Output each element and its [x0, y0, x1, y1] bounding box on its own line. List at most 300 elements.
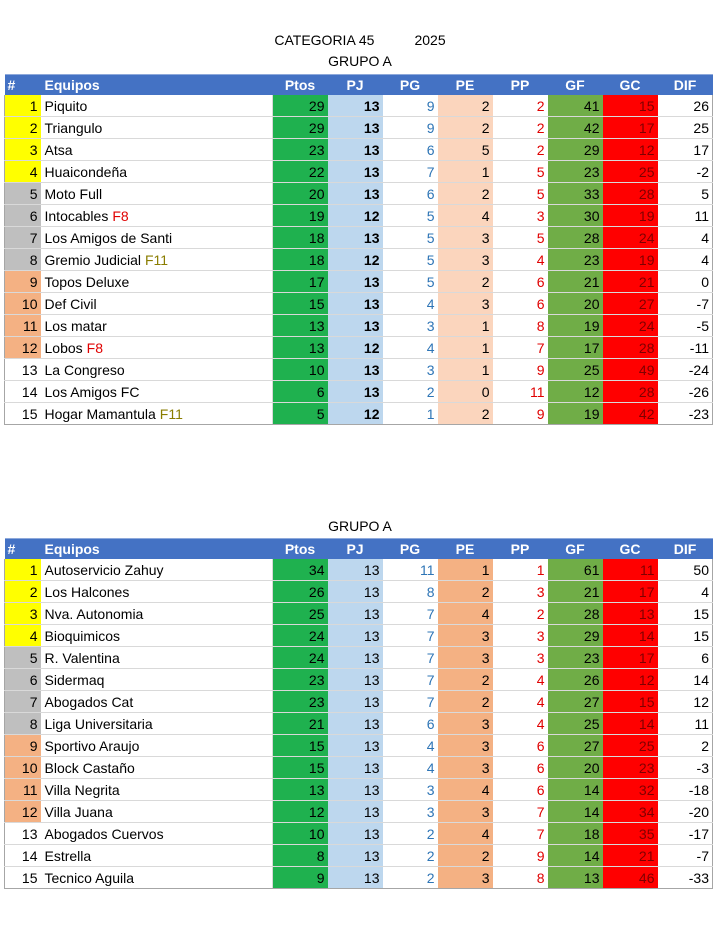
team-name: Lobos — [44, 339, 83, 356]
ptos-cell: 10 — [273, 823, 328, 845]
fixture-tag: F8 — [112, 207, 129, 224]
fixture-tag: F11 — [144, 251, 169, 268]
pj-cell: 13 — [328, 823, 383, 845]
dif-cell: 12 — [658, 691, 713, 713]
team-cell — [41, 735, 273, 757]
pj-cell: 13 — [328, 359, 383, 381]
pg-cell: 5 — [383, 271, 438, 293]
dif-cell: 6 — [658, 647, 713, 669]
pg-cell: 7 — [383, 669, 438, 691]
pj-cell: 13 — [328, 559, 383, 581]
ptos-cell: 18 — [273, 227, 328, 249]
dif-cell: -33 — [658, 867, 713, 889]
gf-cell: 12 — [548, 381, 603, 403]
table-header-row — [5, 75, 713, 96]
pj-cell: 13 — [328, 691, 383, 713]
team-cell — [41, 381, 273, 403]
gf-cell: 29 — [548, 139, 603, 161]
pg-cell: 5 — [383, 249, 438, 271]
col-pe: PE — [438, 539, 493, 560]
team-name: Huaicondeña — [44, 163, 128, 180]
gc-cell: 24 — [603, 315, 658, 337]
dif-cell: -7 — [658, 845, 713, 867]
team-name: Topos Deluxe — [44, 273, 130, 290]
pe-cell: 5 — [438, 139, 493, 161]
pe-cell: 3 — [438, 647, 493, 669]
table-row — [5, 559, 713, 581]
position-cell: 8 — [5, 713, 41, 735]
pj-cell: 12 — [328, 249, 383, 271]
dif-cell: 0 — [658, 271, 713, 293]
pj-cell: 13 — [328, 293, 383, 315]
pj-cell: 13 — [328, 161, 383, 183]
pe-cell: 2 — [438, 581, 493, 603]
pg-cell: 6 — [383, 139, 438, 161]
pp-cell: 9 — [493, 403, 548, 425]
team-cell — [41, 625, 273, 647]
team-name: Moto Full — [44, 185, 103, 202]
table-body-1 — [5, 95, 713, 425]
dif-cell: -18 — [658, 779, 713, 801]
col-pg: PG — [383, 75, 438, 96]
ptos-cell: 13 — [273, 779, 328, 801]
gc-cell: 28 — [603, 381, 658, 403]
pj-cell: 12 — [328, 205, 383, 227]
pg-cell: 6 — [383, 713, 438, 735]
team-name: La Congreso — [44, 361, 125, 378]
gf-cell: 25 — [548, 359, 603, 381]
ptos-cell: 26 — [273, 581, 328, 603]
gf-cell: 23 — [548, 647, 603, 669]
position-cell: 5 — [5, 183, 41, 205]
table-row — [5, 801, 713, 823]
col-pj: PJ — [328, 539, 383, 560]
dif-cell: -7 — [658, 293, 713, 315]
pj-cell: 13 — [328, 117, 383, 139]
dif-cell: 25 — [658, 117, 713, 139]
pe-cell: 4 — [438, 823, 493, 845]
ptos-cell: 24 — [273, 625, 328, 647]
pp-cell: 7 — [493, 801, 548, 823]
team-name: Sportivo Araujo — [44, 737, 140, 754]
team-cell — [41, 315, 273, 337]
pe-cell: 3 — [438, 713, 493, 735]
team-name: Autoservicio Zahuy — [44, 561, 164, 578]
col-gc: GC — [603, 539, 658, 560]
pg-cell: 2 — [383, 845, 438, 867]
pj-cell: 13 — [328, 801, 383, 823]
gf-cell: 42 — [548, 117, 603, 139]
position-cell: 15 — [5, 403, 41, 425]
pg-cell: 4 — [383, 293, 438, 315]
dif-cell: 4 — [658, 249, 713, 271]
pj-cell: 13 — [328, 271, 383, 293]
ptos-cell: 34 — [273, 559, 328, 581]
team-name: Liga Universitaria — [44, 715, 153, 732]
pp-cell: 9 — [493, 845, 548, 867]
table-row — [5, 713, 713, 735]
gf-cell: 27 — [548, 691, 603, 713]
pg-cell: 7 — [383, 625, 438, 647]
pj-cell: 13 — [328, 867, 383, 889]
position-cell: 15 — [5, 867, 41, 889]
col-ptos: Ptos — [273, 539, 328, 560]
team-cell — [41, 691, 273, 713]
col-gc: GC — [603, 75, 658, 96]
team-cell — [41, 161, 273, 183]
standings-table-1 — [4, 74, 713, 425]
ptos-cell: 21 — [273, 713, 328, 735]
table-row — [5, 581, 713, 603]
team-cell — [41, 271, 273, 293]
gc-cell: 21 — [603, 271, 658, 293]
pp-cell: 8 — [493, 315, 548, 337]
gc-cell: 28 — [603, 183, 658, 205]
team-name: Gremio Judicial — [44, 251, 141, 268]
pe-cell: 1 — [438, 359, 493, 381]
dif-cell: -20 — [658, 801, 713, 823]
pg-cell: 3 — [383, 359, 438, 381]
gc-cell: 28 — [603, 337, 658, 359]
dif-cell: 15 — [658, 603, 713, 625]
table-row — [5, 161, 713, 183]
team-cell — [41, 801, 273, 823]
pg-cell: 11 — [383, 559, 438, 581]
position-cell: 3 — [5, 603, 41, 625]
pp-cell: 2 — [493, 117, 548, 139]
pp-cell: 4 — [493, 249, 548, 271]
pe-cell: 2 — [438, 117, 493, 139]
gc-cell: 27 — [603, 293, 658, 315]
pe-cell: 2 — [438, 691, 493, 713]
table-row — [5, 205, 713, 227]
pe-cell: 0 — [438, 381, 493, 403]
col-pe: PE — [438, 75, 493, 96]
col-pp: PP — [493, 75, 548, 96]
pj-cell: 13 — [328, 227, 383, 249]
ptos-cell: 25 — [273, 603, 328, 625]
position-cell: 11 — [5, 779, 41, 801]
pj-cell: 13 — [328, 381, 383, 403]
pe-cell: 1 — [438, 337, 493, 359]
table-row — [5, 117, 713, 139]
pg-cell: 7 — [383, 161, 438, 183]
gc-cell: 17 — [603, 581, 658, 603]
position-cell: 9 — [5, 735, 41, 757]
team-cell — [41, 713, 273, 735]
gc-cell: 14 — [603, 625, 658, 647]
pg-cell: 6 — [383, 183, 438, 205]
pg-cell: 1 — [383, 403, 438, 425]
ptos-cell: 12 — [273, 801, 328, 823]
table-row — [5, 691, 713, 713]
team-name: Nva. Autonomia — [44, 605, 144, 622]
category-title: CATEGORIA 45 — [274, 32, 375, 48]
team-name: Def Civil — [44, 295, 97, 312]
pg-cell: 7 — [383, 647, 438, 669]
col-dif: DIF — [658, 539, 713, 560]
pp-cell: 2 — [493, 603, 548, 625]
pe-cell: 2 — [438, 183, 493, 205]
fixture-tag: F8 — [86, 339, 103, 356]
ptos-cell: 6 — [273, 381, 328, 403]
pp-cell: 5 — [493, 227, 548, 249]
dif-cell: -17 — [658, 823, 713, 845]
table-row — [5, 337, 713, 359]
position-cell: 4 — [5, 625, 41, 647]
pg-cell: 7 — [383, 603, 438, 625]
gc-cell: 19 — [603, 249, 658, 271]
pp-cell: 3 — [493, 625, 548, 647]
ptos-cell: 8 — [273, 845, 328, 867]
ptos-cell: 13 — [273, 337, 328, 359]
position-cell: 3 — [5, 139, 41, 161]
ptos-cell: 5 — [273, 403, 328, 425]
team-cell — [41, 779, 273, 801]
pp-cell: 7 — [493, 823, 548, 845]
dif-cell: 4 — [658, 227, 713, 249]
col-ptos: Ptos — [273, 75, 328, 96]
position-cell: 7 — [5, 227, 41, 249]
team-name: Abogados Cat — [44, 693, 134, 710]
team-name: Block Castaño — [44, 759, 135, 776]
team-cell — [41, 403, 273, 425]
dif-cell: 15 — [658, 625, 713, 647]
col-pos: # — [5, 539, 41, 560]
team-name: Abogados Cuervos — [44, 825, 164, 842]
col-dif: DIF — [658, 75, 713, 96]
gc-cell: 34 — [603, 801, 658, 823]
group-title-2: GRUPO A — [328, 518, 392, 534]
team-cell — [41, 117, 273, 139]
ptos-cell: 15 — [273, 757, 328, 779]
pe-cell: 2 — [438, 845, 493, 867]
team-cell — [41, 183, 273, 205]
position-cell: 14 — [5, 381, 41, 403]
pe-cell: 3 — [438, 735, 493, 757]
pp-cell: 6 — [493, 779, 548, 801]
gc-cell: 13 — [603, 603, 658, 625]
gf-cell: 33 — [548, 183, 603, 205]
ptos-cell: 19 — [273, 205, 328, 227]
team-cell — [41, 359, 273, 381]
table-row — [5, 183, 713, 205]
pp-cell: 4 — [493, 713, 548, 735]
pe-cell: 3 — [438, 625, 493, 647]
pj-cell: 13 — [328, 603, 383, 625]
table-row — [5, 603, 713, 625]
gf-cell: 14 — [548, 801, 603, 823]
gc-cell: 25 — [603, 161, 658, 183]
gf-cell: 14 — [548, 845, 603, 867]
ptos-cell: 15 — [273, 293, 328, 315]
gf-cell: 30 — [548, 205, 603, 227]
ptos-cell: 20 — [273, 183, 328, 205]
ptos-cell: 23 — [273, 669, 328, 691]
season-year: 2025 — [414, 32, 446, 48]
dif-cell: -26 — [658, 381, 713, 403]
pg-cell: 2 — [383, 823, 438, 845]
table-row — [5, 381, 713, 403]
team-name: Sidermaq — [44, 671, 105, 688]
pp-cell: 4 — [493, 669, 548, 691]
pg-cell: 2 — [383, 867, 438, 889]
pg-cell: 9 — [383, 95, 438, 117]
pp-cell: 3 — [493, 581, 548, 603]
team-cell — [41, 293, 273, 315]
pe-cell: 3 — [438, 227, 493, 249]
col-gf: GF — [548, 539, 603, 560]
col-team: Equipos — [41, 75, 273, 96]
ptos-cell: 23 — [273, 691, 328, 713]
position-cell: 14 — [5, 845, 41, 867]
gc-cell: 23 — [603, 757, 658, 779]
pg-cell: 5 — [383, 227, 438, 249]
ptos-cell: 24 — [273, 647, 328, 669]
ptos-cell: 15 — [273, 735, 328, 757]
gc-cell: 32 — [603, 779, 658, 801]
pp-cell: 8 — [493, 867, 548, 889]
position-cell: 12 — [5, 337, 41, 359]
category-heading — [0, 32, 720, 48]
pj-cell: 13 — [328, 757, 383, 779]
pe-cell: 2 — [438, 403, 493, 425]
gc-cell: 46 — [603, 867, 658, 889]
dif-cell: 50 — [658, 559, 713, 581]
dif-cell: 5 — [658, 183, 713, 205]
pj-cell: 13 — [328, 779, 383, 801]
table-header-row — [5, 539, 713, 560]
ptos-cell: 10 — [273, 359, 328, 381]
dif-cell: -11 — [658, 337, 713, 359]
pg-cell: 3 — [383, 801, 438, 823]
pe-cell: 3 — [438, 867, 493, 889]
pe-cell: 4 — [438, 779, 493, 801]
gc-cell: 17 — [603, 647, 658, 669]
pe-cell: 3 — [438, 757, 493, 779]
dif-cell: 14 — [658, 669, 713, 691]
gc-cell: 35 — [603, 823, 658, 845]
position-cell: 4 — [5, 161, 41, 183]
table-body-2 — [5, 559, 713, 889]
pe-cell: 1 — [438, 161, 493, 183]
pj-cell: 13 — [328, 625, 383, 647]
pe-cell: 3 — [438, 801, 493, 823]
team-cell — [41, 581, 273, 603]
pj-cell: 13 — [328, 647, 383, 669]
pe-cell: 2 — [438, 95, 493, 117]
team-cell — [41, 867, 273, 889]
pj-cell: 13 — [328, 183, 383, 205]
dif-cell: 17 — [658, 139, 713, 161]
pe-cell: 1 — [438, 559, 493, 581]
position-cell: 1 — [5, 95, 41, 117]
team-name: Los Amigos FC — [44, 383, 140, 400]
table-row — [5, 403, 713, 425]
position-cell: 12 — [5, 801, 41, 823]
gf-cell: 23 — [548, 161, 603, 183]
col-gf: GF — [548, 75, 603, 96]
ptos-cell: 13 — [273, 315, 328, 337]
table-row — [5, 867, 713, 889]
pp-cell: 6 — [493, 271, 548, 293]
dif-cell: 4 — [658, 581, 713, 603]
position-cell: 6 — [5, 669, 41, 691]
table-row — [5, 647, 713, 669]
pg-cell: 3 — [383, 779, 438, 801]
ptos-cell: 22 — [273, 161, 328, 183]
pp-cell: 6 — [493, 735, 548, 757]
gf-cell: 20 — [548, 757, 603, 779]
pj-cell: 13 — [328, 581, 383, 603]
dif-cell: 2 — [658, 735, 713, 757]
team-name: Bioquimicos — [44, 627, 120, 644]
gc-cell: 17 — [603, 117, 658, 139]
position-cell: 8 — [5, 249, 41, 271]
col-pj: PJ — [328, 75, 383, 96]
pp-cell: 11 — [493, 381, 548, 403]
position-cell: 11 — [5, 315, 41, 337]
pp-cell: 4 — [493, 691, 548, 713]
pp-cell: 1 — [493, 559, 548, 581]
pp-cell: 6 — [493, 757, 548, 779]
team-name: Villa Juana — [44, 803, 113, 820]
gf-cell: 28 — [548, 603, 603, 625]
team-name: Los Halcones — [44, 583, 130, 600]
gc-cell: 24 — [603, 227, 658, 249]
position-cell: 7 — [5, 691, 41, 713]
ptos-cell: 17 — [273, 271, 328, 293]
gc-cell: 12 — [603, 669, 658, 691]
pe-cell: 4 — [438, 205, 493, 227]
team-name: Piquito — [44, 97, 88, 114]
position-cell: 5 — [5, 647, 41, 669]
team-name: Estrella — [44, 847, 92, 864]
pg-cell: 4 — [383, 757, 438, 779]
team-name: Hogar Mamantula — [44, 405, 156, 422]
team-cell — [41, 757, 273, 779]
gf-cell: 21 — [548, 581, 603, 603]
ptos-cell: 29 — [273, 117, 328, 139]
group-title-1: GRUPO A — [328, 53, 392, 69]
dif-cell: -3 — [658, 757, 713, 779]
gc-cell: 12 — [603, 139, 658, 161]
pe-cell: 2 — [438, 669, 493, 691]
table-row — [5, 249, 713, 271]
gf-cell: 21 — [548, 271, 603, 293]
position-cell: 13 — [5, 823, 41, 845]
table-row — [5, 95, 713, 117]
team-cell — [41, 669, 273, 691]
team-name: Tecnico Aguila — [44, 869, 135, 886]
pj-cell: 13 — [328, 713, 383, 735]
pg-cell: 9 — [383, 117, 438, 139]
dif-cell: 11 — [658, 713, 713, 735]
pg-cell: 3 — [383, 315, 438, 337]
pp-cell: 2 — [493, 139, 548, 161]
team-name: Triangulo — [44, 119, 103, 136]
position-cell: 10 — [5, 757, 41, 779]
pj-cell: 13 — [328, 669, 383, 691]
team-cell — [41, 139, 273, 161]
col-pg: PG — [383, 539, 438, 560]
position-cell: 2 — [5, 117, 41, 139]
position-cell: 13 — [5, 359, 41, 381]
team-cell — [41, 845, 273, 867]
table-row — [5, 227, 713, 249]
col-pp: PP — [493, 539, 548, 560]
gc-cell: 15 — [603, 95, 658, 117]
